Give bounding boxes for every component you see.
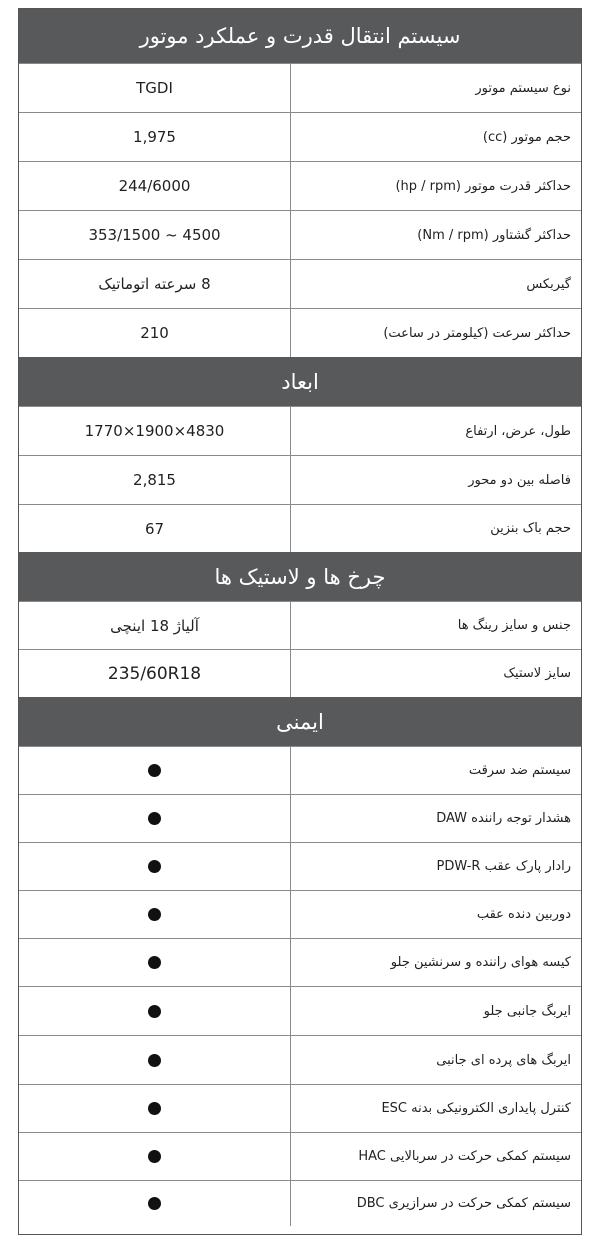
section-header-safety: [19, 697, 581, 746]
table-row: [19, 1132, 581, 1180]
spec-value: آلیاژ 18 اینچی: [110, 616, 199, 635]
spec-value: 4830×1900×1770: [84, 422, 225, 440]
spec-label: حجم باک بنزین: [290, 505, 581, 552]
spec-value: 244/6000: [118, 177, 191, 195]
table-row: [19, 504, 581, 552]
table-row: [19, 63, 581, 112]
table-row: [19, 112, 581, 161]
table-row: [19, 842, 581, 890]
spec-value: 67: [144, 519, 165, 538]
section-header-dimensions: [19, 357, 581, 406]
spec-label: حداکثر گشتاور (Nm / rpm): [290, 211, 581, 259]
torque-value: 353/1500 ~ 4500: [88, 226, 221, 244]
table-row: [19, 986, 581, 1035]
spec-label: رادار پارک عقب PDW-R: [290, 843, 581, 890]
spec-label: سایز لاستیک: [290, 650, 581, 697]
table-row: [19, 890, 581, 938]
section-title: چرخ ها و لاستیک ها: [214, 564, 386, 589]
spec-label: گیربکس: [290, 260, 581, 308]
table-row: [19, 1035, 581, 1084]
spec-value: 235/60R18: [107, 663, 202, 684]
section-title: ابعاد: [281, 369, 319, 394]
included-dot-icon: [148, 860, 161, 873]
spec-label: حجم موتور (cc): [290, 113, 581, 161]
spec-label: ایربگ های پرده ای جانبی: [290, 1036, 581, 1084]
spec-value: TGDI: [136, 79, 173, 97]
spec-label: جنس و سایز رینگ ها: [290, 602, 581, 649]
table-row: [19, 406, 581, 455]
spec-label: طول، عرض، ارتفاع: [290, 407, 581, 455]
table-row: [19, 308, 581, 357]
included-dot-icon: [148, 1005, 161, 1018]
spec-value: [19, 939, 290, 986]
spec-label: سیستم کمکی حرکت در سربالایی HAC: [290, 1133, 581, 1180]
included-dot-icon: [148, 812, 161, 825]
included-dot-icon: [148, 1054, 161, 1067]
spec-value: [19, 987, 290, 1035]
included-dot-icon: [148, 1197, 161, 1210]
table-row: [19, 601, 581, 649]
included-dot-icon: [148, 1102, 161, 1115]
table-row: [19, 455, 581, 504]
spec-value: [19, 1085, 290, 1132]
spec-value: [19, 891, 290, 938]
section-header-engine: [19, 9, 581, 63]
spec-label: حداکثر قدرت موتور (hp / rpm): [290, 162, 581, 210]
spec-label: دوربین دنده عقب: [290, 891, 581, 938]
spec-label: فاصله بین دو محور: [290, 456, 581, 504]
table-row: [19, 259, 581, 308]
spec-value: 2,815: [133, 471, 176, 489]
section-title: سیستم انتقال قدرت و عملکرد موتور: [139, 24, 461, 48]
included-dot-icon: [148, 908, 161, 921]
table-row: [19, 938, 581, 986]
spec-value: [19, 1133, 290, 1180]
spec-value: 1,975: [133, 128, 176, 146]
spec-value: [19, 843, 290, 890]
spec-value: [19, 747, 290, 794]
spec-value: 210: [140, 324, 169, 342]
spec-label: نوع سیستم موتور: [290, 64, 581, 112]
spec-label: کیسه هوای راننده و سرنشین جلو: [290, 939, 581, 986]
table-row: [19, 1180, 581, 1226]
spec-value: 8 سرعته اتوماتیک: [98, 275, 211, 293]
spec-sheet: [18, 8, 582, 1235]
spec-label: کنترل پایداری الکترونیکی بدنه ESC: [290, 1085, 581, 1132]
section-title: ایمنی: [276, 709, 324, 734]
included-dot-icon: [148, 1150, 161, 1163]
included-dot-icon: [148, 764, 161, 777]
table-row: [19, 649, 581, 697]
spec-value: [19, 1181, 290, 1226]
section-header-wheels: [19, 552, 581, 601]
spec-label: هشدار توجه راننده DAW: [290, 795, 581, 842]
spec-label: حداکثر سرعت (کیلومتر در ساعت): [290, 309, 581, 357]
included-dot-icon: [148, 956, 161, 969]
spec-value: [19, 211, 290, 259]
table-row: [19, 161, 581, 210]
table-row: [19, 1084, 581, 1132]
table-row: [19, 210, 581, 259]
spec-label: سیستم ضد سرقت: [290, 747, 581, 794]
spec-value: [19, 795, 290, 842]
spec-label: سیستم کمکی حرکت در سرازیری DBC: [290, 1181, 581, 1226]
table-row: [19, 746, 581, 794]
spec-label: ایربگ جانبی جلو: [290, 987, 581, 1035]
table-row: [19, 794, 581, 842]
spec-value: [19, 1036, 290, 1084]
